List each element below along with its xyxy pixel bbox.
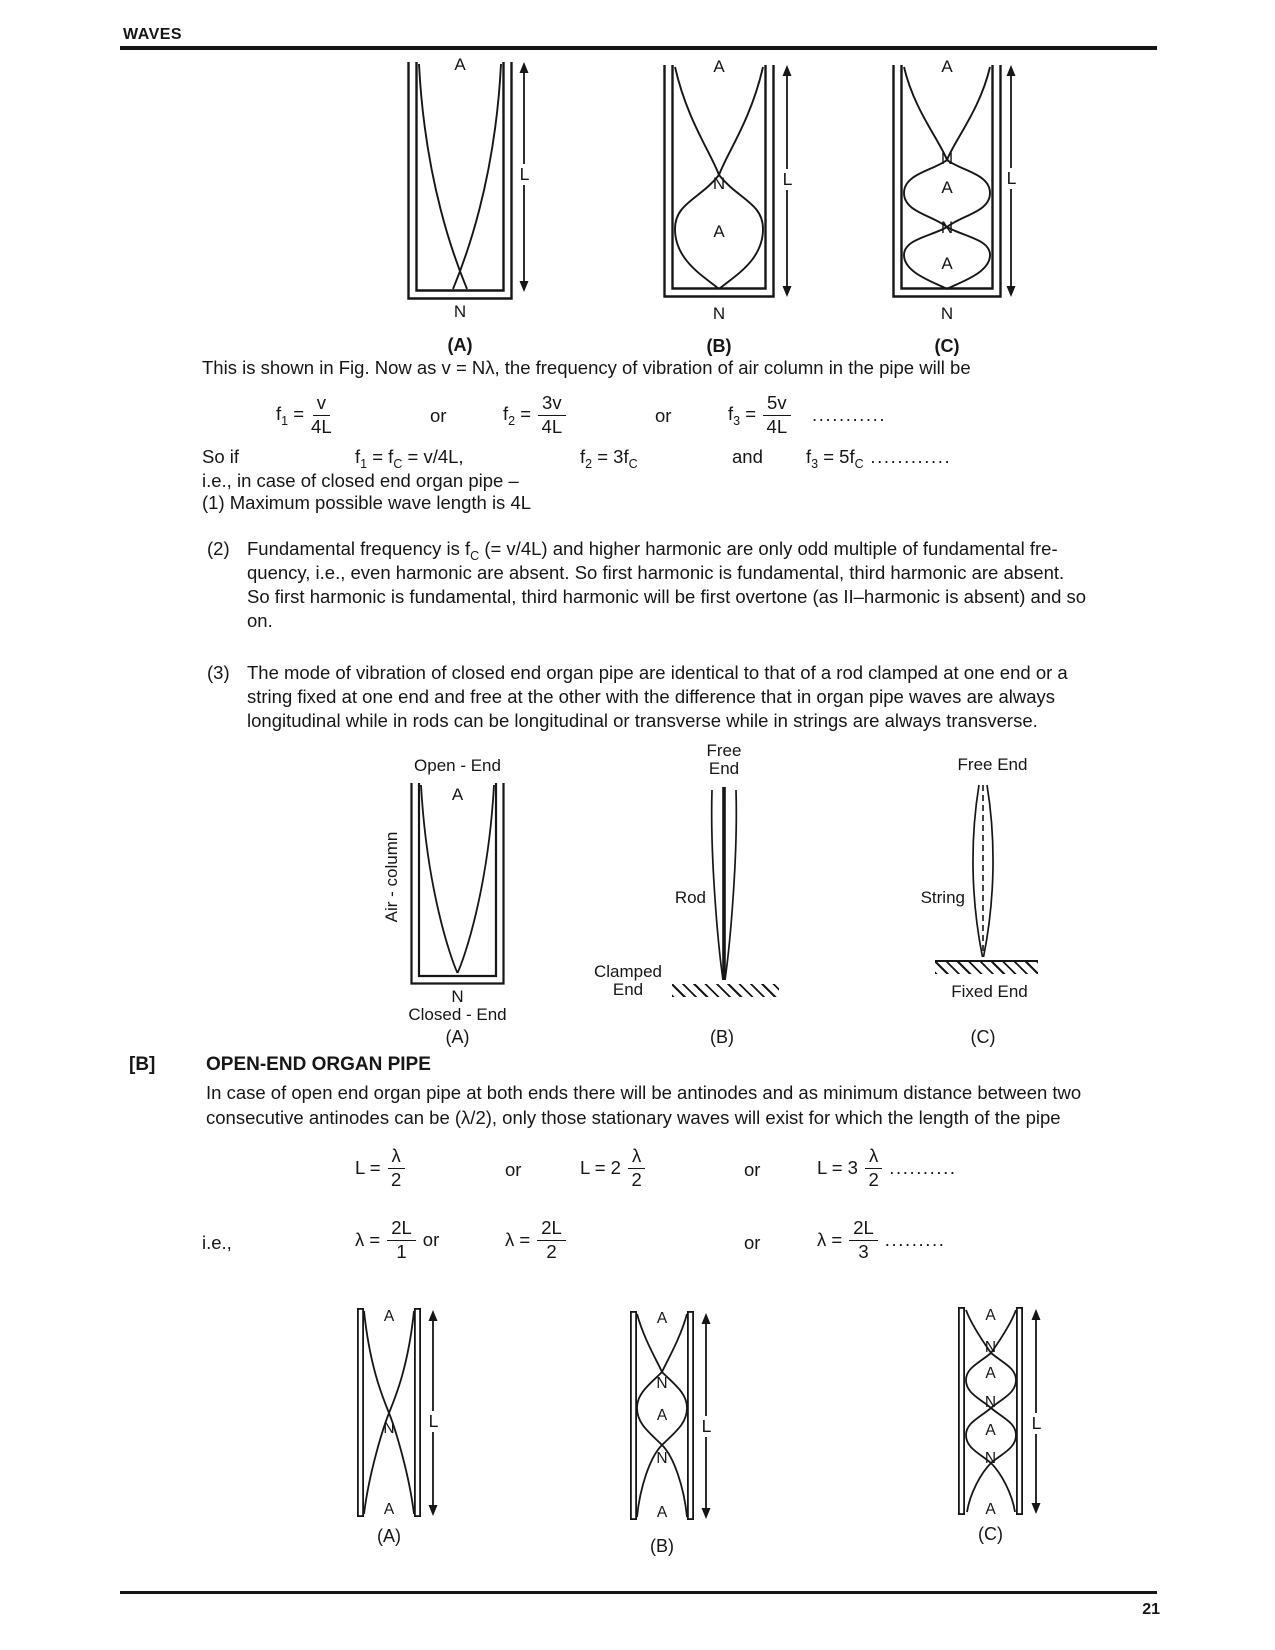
section-b-line2: consecutive antinodes can be (λ/2), only those stationary waves will exist for which the length of the pipe (206, 1107, 1061, 1128)
fixed-end-label: Fixed End (951, 982, 1028, 1001)
node-label: N (453, 302, 467, 321)
antinode-label: A (941, 57, 953, 76)
ground-hatch (935, 960, 1038, 974)
length-label: L (516, 164, 533, 185)
string-drawing (968, 785, 998, 959)
ellipsis: ........... (812, 404, 887, 425)
antinode-label: A (383, 1501, 395, 1518)
node-label: N (383, 1420, 395, 1437)
formula-lambda3: λ = $\frac{2L}{3}$ ......... (817, 1217, 946, 1262)
section-tag: [B] (129, 1054, 156, 1075)
footer-rule (120, 1591, 1157, 1594)
open-pipe-figure-b (630, 1310, 712, 1556)
intro-text: This is shown in Fig. Now as v = Nλ, the frequency of vibration of air column in the pipe will be (202, 357, 971, 378)
closed-end-label: Closed - End (408, 1005, 507, 1024)
open-pipe-a-drawing (357, 1308, 421, 1517)
formula-L2: L = 2 $\frac{\lambda}{2}$ (580, 1144, 645, 1192)
antinode-label: A (454, 55, 466, 74)
length-arrow (1028, 1309, 1044, 1514)
or-connector: or (430, 405, 447, 426)
figure-caption: (C) (970, 1027, 996, 1047)
node-label: N (984, 1394, 997, 1411)
ie-line: i.e., in case of closed end organ pipe – (202, 470, 519, 491)
and-connector: and (732, 446, 763, 467)
point-3-line1: The mode of vibration of closed end organ pipe are identical to that of a rod clamped at one end or a (247, 662, 1068, 683)
point-1: (1) Maximum possible wave length is 4L (202, 492, 532, 513)
page-title: WAVES (123, 26, 183, 43)
node-label: N (940, 304, 954, 323)
point-3-line2: string fixed at one end and free at the other with the difference that in organ pipe waves are always (247, 686, 1055, 707)
antinode-label: A (656, 1504, 668, 1521)
soif-lead: So if (202, 446, 240, 467)
figure-caption: (C) (934, 336, 960, 356)
soif-eq2: $f_2 = 3f_C$ (580, 446, 638, 471)
open-pipe-figure-a (357, 1308, 439, 1546)
node-label: N (712, 304, 726, 323)
formula-L1: L = $\frac{\lambda}{2}$ (355, 1144, 405, 1192)
free-end-label: Free End (706, 741, 742, 778)
page-number: 21 (1142, 1601, 1160, 1618)
length-label: L (425, 1411, 442, 1432)
closed-pipe-figure-a (407, 55, 530, 355)
antinode-label: A (656, 1407, 668, 1424)
antinode-label: A (713, 57, 725, 76)
antinode-label: A (985, 1307, 996, 1324)
or-connector: or (744, 1159, 761, 1180)
figure-caption: (B) (706, 336, 732, 356)
antinode-label: A (985, 1501, 996, 1518)
node-label: N (451, 987, 464, 1006)
length-label: L (779, 169, 796, 190)
figure-caption: (B) (710, 1027, 734, 1047)
formula-f3: $f_3$ = $\frac{5v}{4L}$ (728, 391, 791, 439)
figure-caption: (C) (978, 1524, 1003, 1544)
ground-hatch (672, 984, 779, 997)
clamped-end-label: Clamped End (593, 962, 663, 999)
antinode-label: A (985, 1422, 996, 1439)
node-label: N (940, 218, 954, 237)
formula-lambda2: λ = $\frac{2L}{2}$ (505, 1216, 566, 1264)
antinode-label: A (451, 785, 464, 804)
formula-L3: L = 3 $\frac{\lambda}{2}$ .......... (817, 1145, 957, 1190)
length-label: L (698, 1416, 715, 1437)
section-b-line1: In case of open end organ pipe at both ends there will be antinodes and as minimum distance between two (206, 1082, 1082, 1103)
node-label: N (940, 149, 954, 168)
header-rule (120, 46, 1157, 50)
open-end-label: Open - End (414, 756, 501, 775)
air-column-label: Air - column (382, 831, 401, 923)
rod-label: Rod (674, 888, 706, 907)
antinode-label: A (713, 222, 725, 241)
formula-lambda1: λ = $\frac{2L}{1}$ or (355, 1217, 440, 1262)
point-3-number: (3) (207, 662, 230, 683)
antinode-label: A (985, 1365, 996, 1382)
figure-caption: (A) (447, 335, 473, 355)
closed-pipe-a-drawing (407, 62, 513, 300)
length-label: L (1003, 168, 1020, 189)
point-2-line1: Fundamental frequency is $f_C$ (= v/4L) and higher harmonic are only odd multiple of fundamental fre- (247, 538, 1058, 563)
length-label: L (1028, 1413, 1045, 1434)
node-label: N (656, 1375, 668, 1392)
point-2-number: (2) (207, 538, 230, 559)
point-2-line3: So first harmonic is fundamental, third harmonic will be first overtone (as II–harmonic is absent) and so (247, 586, 1087, 607)
mode-figure-string (920, 755, 1060, 1055)
or-connector: or (505, 1159, 522, 1180)
closed-pipe-figure-b (663, 57, 793, 356)
mode-figure-rod (593, 741, 790, 1052)
closed-pipe-figure-c (892, 57, 1017, 356)
antinode-label: A (656, 1310, 668, 1327)
free-end-label: Free End (957, 755, 1028, 774)
section-heading: OPEN-END ORGAN PIPE (206, 1054, 431, 1075)
figure-caption: (A) (445, 1027, 470, 1047)
air-column-pipe-drawing (410, 783, 505, 985)
node-label: N (984, 1450, 997, 1467)
node-label: N (984, 1339, 997, 1356)
figure-caption: (A) (377, 1526, 401, 1546)
point-3-line3: longitudinal while in rods can be longitudinal or transverse while in strings are always transverse. (247, 710, 1038, 731)
rod-drawing (709, 787, 739, 982)
mode-figure-air-column (382, 756, 507, 1047)
string-label: String (920, 888, 965, 907)
point-2-line4: on. (247, 610, 273, 631)
soif-eq1: $f_1 = f_C = v/4L$, (355, 446, 464, 471)
antinode-label: A (941, 254, 953, 273)
formula-f2: $f_2$ = $\frac{3v}{4L}$ (503, 391, 566, 439)
soif-eq3: $f_3 = 5f_C$ ............ (806, 446, 952, 471)
ie-lead: i.e., (202, 1232, 232, 1253)
open-pipe-figure-c (958, 1307, 1042, 1544)
or-connector: or (744, 1232, 761, 1253)
node-label: N (656, 1450, 668, 1467)
formula-f1: $f_1$ = $\frac{v}{4L}$ (276, 392, 332, 437)
node-label: N (712, 174, 726, 193)
antinode-label: A (941, 178, 953, 197)
or-connector: or (655, 405, 672, 426)
antinode-label: A (383, 1308, 395, 1325)
figure-caption: (B) (650, 1536, 674, 1556)
point-2-line2: quency, i.e., even harmonic are absent. So first harmonic is fundamental, third harmonic are absent. (247, 562, 1065, 583)
